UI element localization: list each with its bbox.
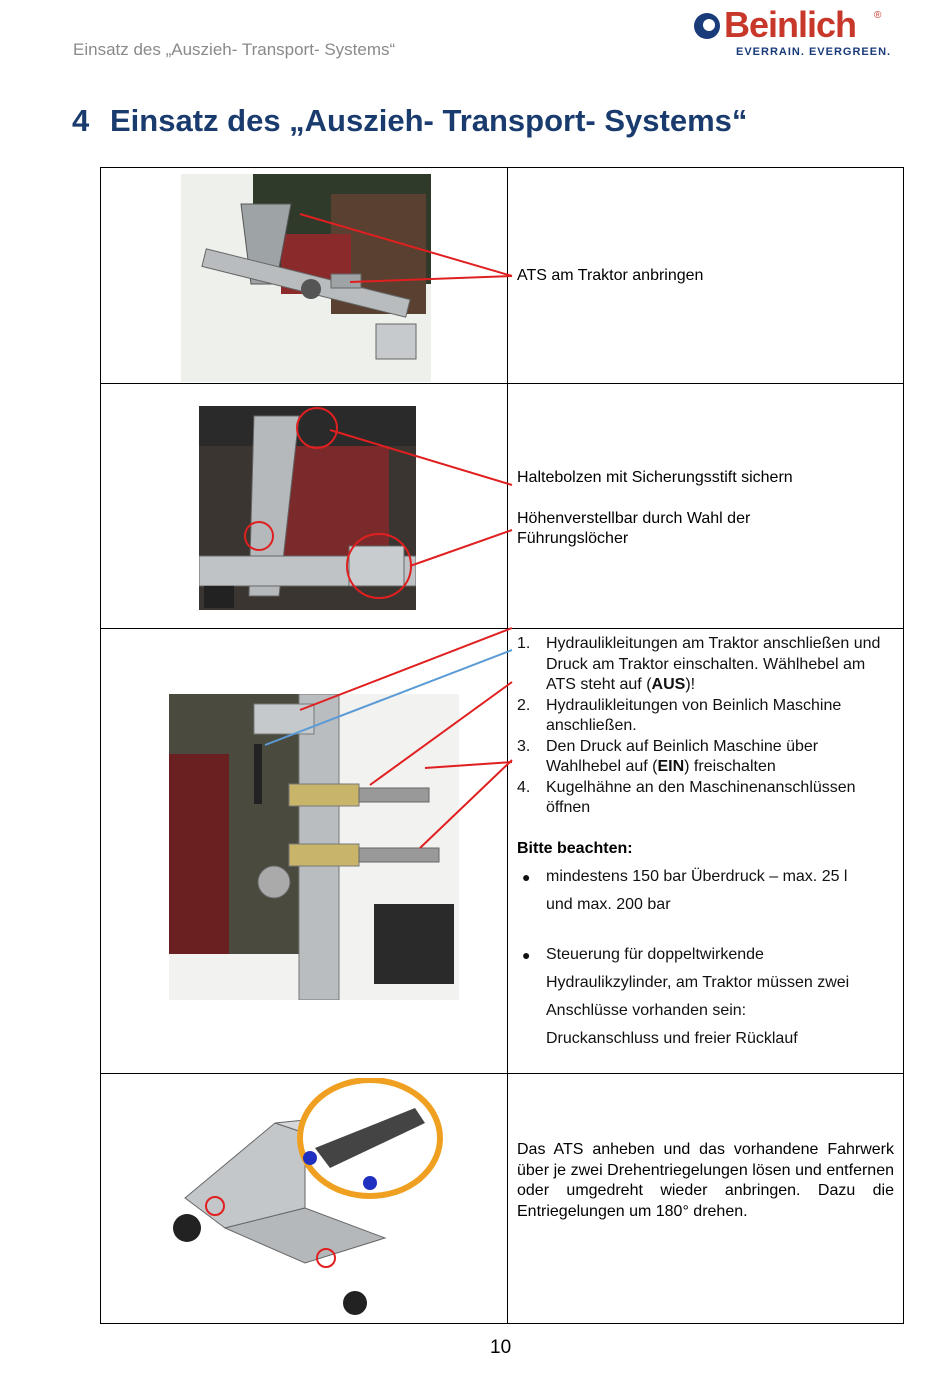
list-item: 3. Den Druck auf Beinlich Maschine über Wahlhebel auf (EIN) freischalten bbox=[517, 737, 819, 775]
row2-instruction-height-line2: Führungslöcher bbox=[517, 530, 629, 547]
leader-line bbox=[300, 214, 512, 276]
row2-instruction-bolt: Haltebolzen mit Sicherungsstift sichern bbox=[517, 469, 793, 486]
leader-line bbox=[265, 650, 512, 745]
logo-tagline: EVERRAIN. EVERGREEN. bbox=[736, 46, 892, 58]
section-title: Einsatz des „Auszieh- Transport- Systems“ bbox=[110, 103, 748, 138]
list-item: ● mindestens 150 bar Überdruck – max. 25 l und max. 200 bar bbox=[517, 863, 897, 919]
leader-line bbox=[300, 628, 512, 710]
list-item: ● Steuerung für doppeltwirkende Hydraulikzylinder, am Traktor müssen zwei Anschlüsse vorhanden sein: Druckanschluss und freier Rücklauf bbox=[517, 941, 897, 1053]
row1-instruction: ATS am Traktor anbringen bbox=[517, 267, 704, 284]
leader-line bbox=[330, 430, 512, 485]
logo-wordmark: Beinlich bbox=[724, 4, 857, 45]
bullet-icon: ● bbox=[522, 947, 531, 963]
leader-line bbox=[425, 762, 512, 768]
logo-registered-mark: ® bbox=[874, 10, 882, 21]
leader-line bbox=[410, 530, 512, 566]
page-number: 10 bbox=[490, 1337, 512, 1358]
section-number: 4 bbox=[72, 103, 90, 138]
bullet-icon: ● bbox=[522, 869, 531, 885]
note-heading: Bitte beachten: bbox=[517, 840, 633, 857]
leader-line bbox=[350, 276, 512, 282]
list-item: 4. Kugelhähne an den Maschinenanschlüssen öffnen bbox=[517, 778, 856, 816]
row2-instruction-height-line1: Höhenverstellbar durch Wahl der bbox=[517, 510, 751, 527]
list-item: 2. Hydraulikleitungen von Beinlich Maschine anschließen. bbox=[517, 696, 842, 734]
row4-instruction: Das ATS anheben und das vorhandene Fahrwerk über je zwei Drehentriegelungen lösen und entfernen oder umgedreht wieder anbringen. Dazu die Entriegelungen um 180° drehen. bbox=[517, 1141, 894, 1220]
running-header: Einsatz des „Auszieh- Transport- Systems“ bbox=[73, 40, 396, 59]
leader-line bbox=[420, 760, 512, 848]
list-item: 1. Hydraulikleitungen am Traktor anschließen und Druck am Traktor einschalten. Wählhebel am ATS steht auf (AUS)! bbox=[517, 635, 881, 693]
